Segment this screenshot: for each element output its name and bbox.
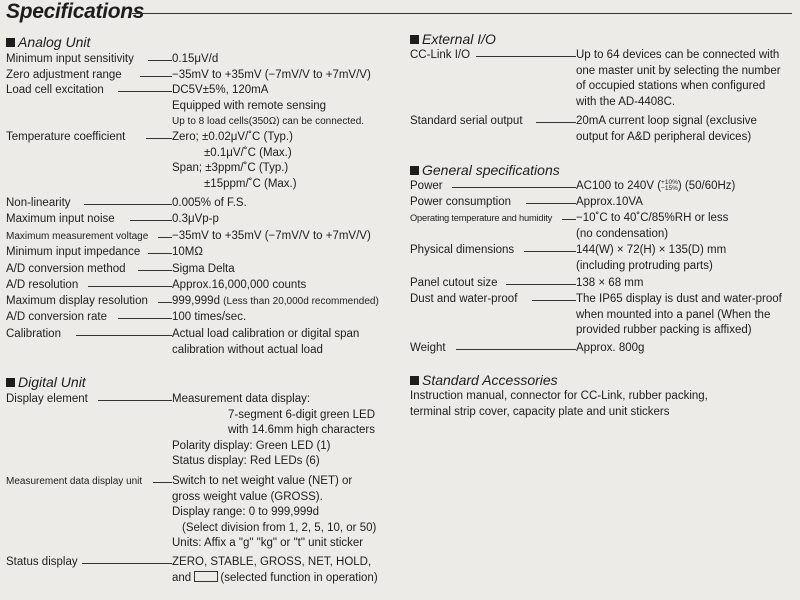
spec-label: Standard serial output	[410, 115, 523, 127]
spec-label: Maximum input noise	[6, 213, 115, 225]
leader-line	[82, 563, 172, 564]
spec-value: 10MΩ	[172, 246, 203, 258]
spec-label: A/D conversion method	[6, 263, 126, 275]
spec-value: The IP65 display is dust and water-proof when mounted into a panel (When the provided rubber packing is affixed)	[576, 293, 782, 337]
spec-label: Maximum display resolution	[6, 295, 148, 307]
spec-label: Dust and water-proof	[410, 293, 518, 305]
leader-line	[140, 76, 172, 77]
spec-label: Calibration	[6, 328, 61, 340]
spec-value: 0.15μV/d	[172, 53, 219, 65]
accessories-line: Instruction manual, connector for CC-Link, rubber packing,	[410, 390, 708, 402]
page-title: Specifications	[6, 0, 145, 23]
standard-accessories-text	[410, 389, 708, 420]
section-bullet-icon	[410, 35, 419, 44]
leader-line	[452, 187, 576, 188]
leader-line	[148, 253, 172, 254]
spec-label: Measurement data display unit	[6, 476, 143, 487]
spec-label: Power	[410, 180, 443, 192]
spec-label: Maximum measurement voltage	[6, 231, 149, 242]
standard-accessories-heading-text: Standard Accessories	[422, 372, 558, 388]
section-bullet-icon	[410, 166, 419, 175]
spec-label: Zero adjustment range	[6, 68, 122, 81]
leader-line	[536, 122, 576, 123]
spec-value: 999,999d (Less than 20,000d recommended)	[172, 295, 379, 307]
leader-line	[524, 251, 576, 252]
spec-value: AC100 to 240V ( +10% −15% ) (50/60Hz)	[576, 178, 736, 192]
spec-label: Minimum input impedance	[6, 246, 141, 258]
spec-value: 144(W) × 72(H) × 135(D) mm (including protruding parts)	[576, 244, 727, 272]
spec-value: 20mA current loop signal (exclusive output for A&D peripheral devices)	[576, 115, 757, 143]
spec-value: Switch to net weight value (NET) or gross weight value (GROSS). Display range: 0 to 999,999d (Select division from 1, 2, 5, 10, or 50) Units: Affix a "g" "kg" or "t" unit sticker	[172, 475, 377, 550]
leader-line	[506, 284, 576, 285]
spec-value: Up to 64 devices can be connected with one master unit by selecting the number of occupied stations when configured with the AD-4408C.	[576, 49, 781, 108]
accessories-line: terminal strip cover, capacity plate and unit stickers	[410, 405, 670, 418]
leader-line	[118, 91, 172, 92]
spec-value: −10˚C to 40˚C/85%RH or less (no condensation)	[576, 212, 729, 240]
leader-line	[146, 138, 172, 139]
spec-value: Sigma Delta	[172, 263, 235, 275]
spec-label: Operating temperature and humidity	[410, 213, 553, 223]
title-rule	[132, 13, 792, 14]
spec-label: Power consumption	[410, 196, 511, 208]
spec-value: 0.005% of F.S.	[172, 197, 247, 209]
leader-line	[88, 286, 172, 287]
spec-value: 0.3μVp-p	[172, 213, 219, 225]
spec-value: −35mV to +35mV (−7mV/V to +7mV/V)	[172, 68, 371, 81]
leader-line	[532, 300, 576, 301]
spec-value: Approx.10VA	[576, 196, 643, 208]
spec-label: CC-Link I/O	[410, 49, 471, 61]
leader-line	[526, 203, 576, 204]
digital-unit-heading-text: Digital Unit	[18, 374, 86, 390]
section-bullet-icon	[410, 376, 419, 385]
spec-value: 138 × 68 mm	[576, 277, 644, 289]
spec-label: Display element	[6, 393, 88, 405]
spec-label: Panel cutout size	[410, 277, 498, 289]
spec-label: A/D conversion rate	[6, 311, 107, 323]
spec-value: 100 times/sec.	[172, 311, 247, 323]
spec-value: Measurement data display: 7-segment 6-digit green LED with 14.6mm high characters Polarity display: Green LED (1) Status display: Red LEDs (6)	[172, 393, 376, 468]
leader-line	[84, 204, 172, 205]
spec-value: ZERO, STABLE, GROSS, NET, HOLD, and (selected function in operation)	[172, 556, 378, 584]
analog-unit-heading	[6, 34, 90, 50]
leader-line	[476, 56, 576, 57]
spec-value: DC5V±5%, 120mA Equipped with remote sensing Up to 8 load cells(350Ω) can be connected.	[172, 84, 365, 128]
spec-value: Zero; ±0.02μV/˚C (Typ.) ±0.1μV/˚C (Max.) Span; ±3ppm/˚C (Typ.) ±15ppm/˚C (Max.)	[172, 131, 297, 190]
external-io-heading	[410, 31, 496, 47]
spec-label: Temperature coefficient	[6, 131, 126, 143]
spec-value: Approx.16,000,000 counts	[172, 279, 307, 291]
digital-unit-heading	[6, 374, 86, 390]
spec-value: Actual load calibration or digital span calibration without actual load	[172, 328, 360, 356]
leader-line	[158, 237, 172, 238]
leader-line	[118, 318, 172, 319]
spec-value: −35mV to +35mV (−7mV/V to +7mV/V)	[172, 230, 371, 242]
leader-line	[158, 302, 172, 303]
leader-line	[76, 335, 172, 336]
leader-line	[138, 270, 172, 271]
spec-value: Approx. 800g	[576, 342, 645, 354]
leader-line	[148, 60, 172, 61]
analog-unit-heading-text: Analog Unit	[18, 34, 91, 50]
spec-label: Load cell excitation	[6, 84, 104, 96]
leader-line	[130, 220, 172, 221]
general-spec-heading-text: General specifications	[422, 162, 560, 178]
spec-label: Physical dimensions	[410, 244, 515, 256]
leader-line	[153, 482, 172, 483]
blank-box-icon	[194, 571, 218, 582]
spec-label: Non-linearity	[6, 197, 71, 209]
leader-line	[98, 400, 172, 401]
standard-accessories-heading	[410, 372, 558, 388]
leader-line	[456, 349, 576, 350]
spec-label: Status display	[6, 556, 78, 568]
section-bullet-icon	[6, 378, 15, 387]
section-bullet-icon	[6, 38, 15, 47]
spec-label: A/D resolution	[6, 279, 79, 291]
leader-line	[562, 219, 576, 220]
spec-label: Weight	[410, 342, 446, 354]
spec-label: Minimum input sensitivity	[6, 53, 134, 65]
general-spec-heading	[410, 162, 560, 178]
external-io-heading-text: External I/O	[422, 31, 496, 47]
